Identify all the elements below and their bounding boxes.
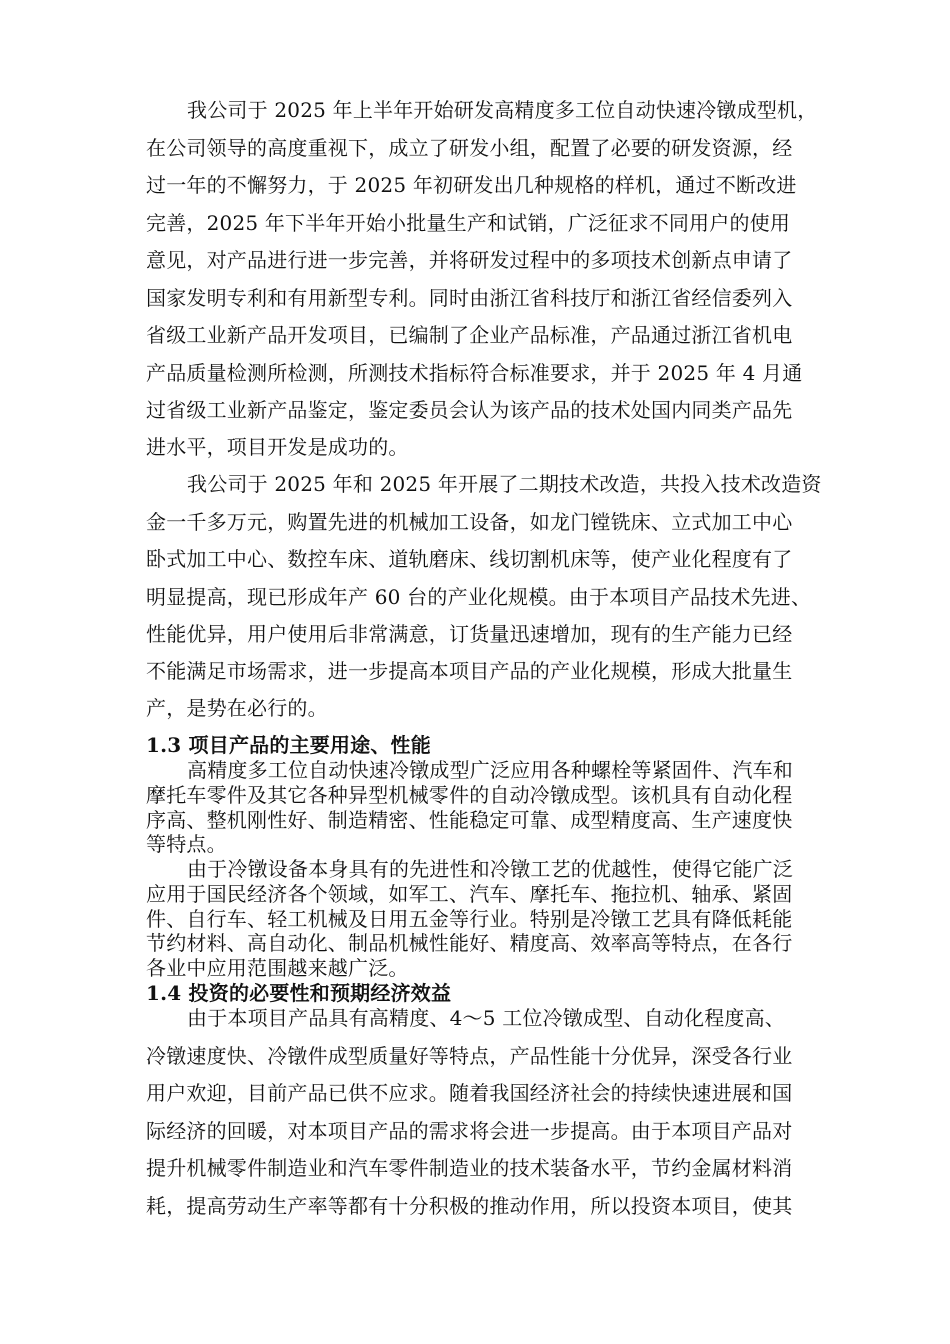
intro-p2-line-6: 不能满足市场需求，进一步提高本项目产品的产业化规模，形成大批量生 — [146, 659, 793, 683]
intro-p1-line-9: 过省级工业新产品鉴定，鉴定委员会认为该产品的技术处国内同类产品先 — [146, 398, 793, 422]
s14-p1-line-5: 提升机械零件制造业和汽车零件制造业的技术装备水平，节约金属材料消 — [146, 1156, 793, 1180]
intro-p1-line-10: 进水平，项目开发是成功的。 — [146, 435, 409, 459]
section-1-3-heading: 1.3 项目产品的主要用途、性能 — [146, 733, 431, 757]
intro-p1-line-4: 完善，2025 年下半年开始小批量生产和试销，广泛征求不同用户的使用 — [146, 211, 791, 235]
intro-p1-line-8: 产品质量检测所检测，所测技术指标符合标准要求，并于 2025 年 4 月通 — [146, 361, 803, 385]
s14-p1-line-2: 冷镦速度快、冷镦件成型质量好等特点，产品性能十分优异，深受各行业 — [146, 1044, 793, 1068]
intro-p2-line-1: 我公司于 2025 年和 2025 年开展了二期技术改造，共投入技术改造资 — [187, 472, 822, 496]
intro-p2-line-5: 性能优异，用户使用后非常满意，订货量迅速增加，现有的生产能力已经 — [146, 622, 793, 646]
section-1-4-heading: 1.4 投资的必要性和预期经济效益 — [146, 981, 452, 1005]
intro-p1-line-5: 意见，对产品进行进一步完善，并将研发过程中的多项技术创新点申请了 — [146, 248, 793, 272]
s13-p2-line-4: 节约材料、高自动化、制品机械性能好、精度高、效率高等特点，在各行 — [146, 931, 793, 955]
intro-p2-line-2: 金一千多万元，购置先进的机械加工设备，如龙门镗铣床、立式加工中心 — [146, 510, 793, 534]
s13-p1-line-2: 摩托车零件及其它各种异型机械零件的自动冷镦成型。该机具有自动化程 — [146, 783, 793, 807]
s14-p1-line-1: 由于本项目产品具有高精度、4～5 工位冷镦成型、自动化程度高、 — [187, 1006, 786, 1030]
intro-p1-line-6: 国家发明专利和有用新型专利。同时由浙江省科技厅和浙江省经信委列入 — [146, 286, 793, 310]
intro-p1-line-3: 过一年的不懈努力，于 2025 年初研发出几种规格的样机，通过不断改进 — [146, 173, 797, 197]
s14-p1-line-4: 际经济的回暖，对本项目产品的需求将会进一步提高。由于本项目产品对 — [146, 1119, 793, 1143]
intro-p2-line-3: 卧式加工中心、数控车床、道轨磨床、线切割机床等，使产业化程度有了 — [146, 547, 793, 571]
intro-p2-line-4: 明显提高，现已形成年产 60 台的产业化规模。由于本项目产品技术先进、 — [146, 585, 812, 609]
s13-p2-line-5: 各业中应用范围越来越广泛。 — [146, 956, 409, 980]
intro-p1-line-7: 省级工业新产品开发项目，已编制了企业产品标准，产品通过浙江省机电 — [146, 323, 793, 347]
s13-p2-line-2: 应用于国民经济各个领域，如军工、汽车、摩托车、拖拉机、轴承、紧固 — [146, 882, 793, 906]
s13-p1-line-4: 等特点。 — [146, 832, 227, 856]
intro-p1-line-2: 在公司领导的高度重视下，成立了研发小组，配置了必要的研发资源，经 — [146, 136, 793, 160]
intro-p2-line-7: 产，是势在必行的。 — [146, 696, 328, 720]
s14-p1-line-3: 用户欢迎，目前产品已供不应求。随着我国经济社会的持续快速进展和国 — [146, 1081, 793, 1105]
s14-p1-line-6: 耗，提高劳动生产率等都有十分积极的推动作用，所以投资本项目，使其 — [146, 1194, 793, 1218]
s13-p2-line-1: 由于冷镦设备本身具有的先进性和冷镦工艺的优越性，使得它能广泛 — [187, 857, 793, 881]
s13-p2-line-3: 件、自行车、轻工机械及日用五金等行业。特别是冷镦工艺具有降低耗能 — [146, 907, 793, 931]
s13-p1-line-3: 序高、整机刚性好、制造精密、性能稳定可靠、成型精度高、生产速度快 — [146, 808, 793, 832]
intro-p1-line-1: 我公司于 2025 年上半年开始研发高精度多工位自动快速冷镦成型机， — [187, 98, 818, 122]
s13-p1-line-1: 高精度多工位自动快速冷镦成型广泛应用各种螺栓等紧固件、汽车和 — [187, 758, 793, 782]
